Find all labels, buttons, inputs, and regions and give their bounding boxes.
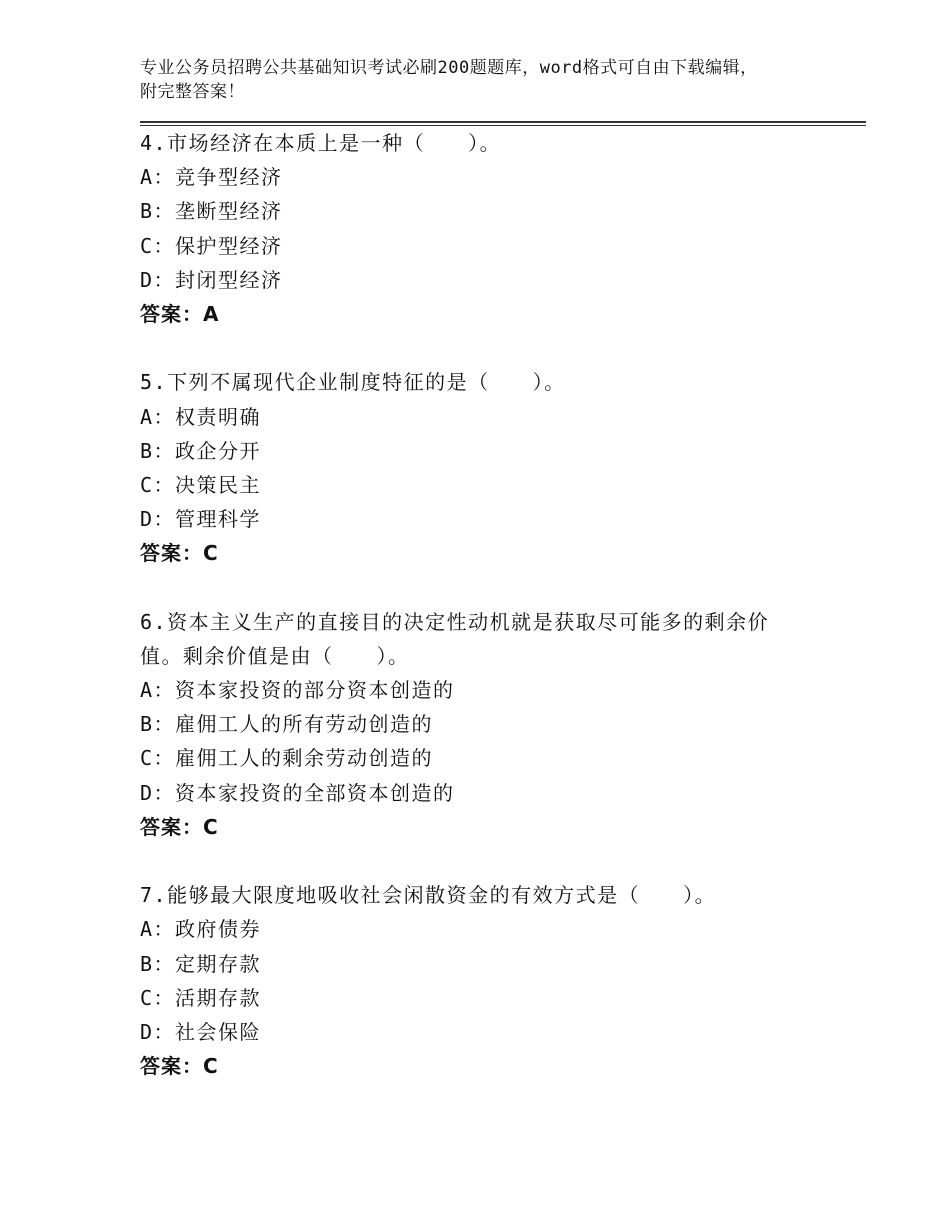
option-d: D：社会保险: [140, 1019, 262, 1044]
question-stem: 5.下列不属现代企业制度特征的是（ ）。: [140, 370, 566, 395]
document-header: [140, 56, 830, 104]
answer-line: 答案：C: [140, 1054, 219, 1079]
question-4: [140, 126, 840, 331]
header-line-2: 附完整答案！: [140, 82, 245, 102]
option-d: D：封闭型经济: [140, 267, 283, 292]
header-divider-thick: [140, 121, 866, 123]
answer-line: 答案：C: [140, 814, 219, 839]
question-6: [140, 605, 840, 844]
option-d: D：资本家投资的全部资本创造的: [140, 780, 455, 805]
question-stem: 4.市场经济在本质上是一种（ ）。: [140, 131, 502, 155]
option-a: A：竞争型经济: [140, 165, 283, 190]
question-spacer: [140, 331, 840, 365]
header-line-1: 专业公务员招聘公共基础知识考试必刷200题题库，word格式可自由下载编辑，: [140, 58, 758, 78]
option-d: D：管理科学: [140, 507, 262, 532]
question-stem: 7.能够最大限度地吸收社会闲散资金的有效方式是（ ）。: [140, 883, 717, 908]
question-spacer: [140, 844, 840, 878]
question-stem: 6.资本主义生产的直接目的决定性动机就是获取尽可能多的剩余价: [140, 609, 770, 634]
option-a: A：权责明确: [140, 404, 262, 429]
question-list: [140, 126, 840, 1083]
option-c: C：雇佣工人的剩余劳动创造的: [140, 746, 434, 771]
answer-line: 答案：A: [140, 301, 220, 326]
question-spacer: [140, 570, 840, 604]
option-a: A：资本家投资的部分资本创造的: [140, 678, 455, 702]
option-b: B：雇佣工人的所有劳动创造的: [140, 712, 434, 737]
question-stem-continued: 值。剩余价值是由（ ）。: [140, 643, 410, 668]
option-c: C：保护型经济: [140, 233, 283, 258]
option-a: A：政府债券: [140, 917, 262, 942]
answer-line: 答案：C: [140, 541, 219, 566]
option-b: B：政企分开: [140, 438, 262, 463]
option-c: C：活期存款: [140, 985, 262, 1010]
question-5: [140, 365, 840, 570]
option-c: C：决策民主: [140, 472, 262, 497]
question-7: [140, 878, 840, 1083]
option-b: B：垄断型经济: [140, 199, 283, 224]
option-b: B：定期存款: [140, 951, 262, 976]
